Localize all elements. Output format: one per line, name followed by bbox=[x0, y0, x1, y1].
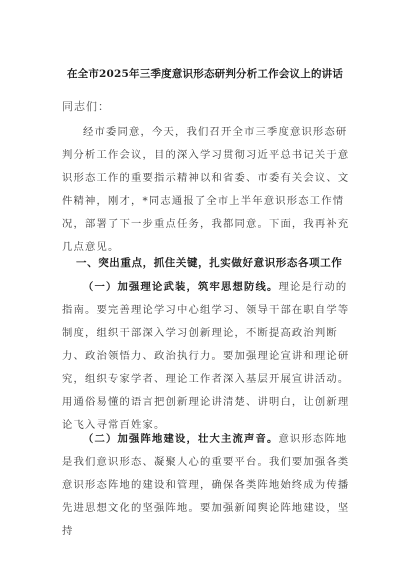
document-title: 在全市2025年三季度意识形态研判分析工作会议上的讲话 bbox=[66, 68, 344, 80]
subsection-1-heading: （一）加强理论武装，筑牢思想防线。 bbox=[83, 281, 279, 293]
intro-text: 经市委同意，今天，我们召开全市三季度意识形态研判分析工作会议，目的深入学习贯彻习近平总书记关于意识形态工作的重要指示精神以和省委、市委有关会议、文件精神，刚才，*同志通报了全市上半年意识形态工作情况，部署了下一步重点任务，我都同意。下面，我再补充几点意见。 bbox=[62, 126, 350, 253]
subsection-2-paragraph bbox=[62, 428, 358, 543]
subsection-1-paragraph bbox=[62, 276, 358, 437]
intro-paragraph bbox=[62, 121, 358, 259]
subsection-1-body: 理论是行动的指南。要完善理论学习中心组学习、领导干部在职自学等制度，组织干部深入学习创新理论，不断提高政治判断力、政治领悟力、政治执行力。要加强理论宣讲和理论研究，组织专家学者、理论工作者深入基层开展宣讲活动。用通俗易懂的语言把创新理论讲清楚、讲明白，让创新理论飞入寻常百姓家。 bbox=[62, 281, 350, 431]
subsection-2-body: 意识形态阵地是我们意识形态、凝聚人心的重要平台。我们要加强各类意识形态阵地的建设和管理，确保各类阵地始终成为传播先进思想文化的坚强阵地。要加强新闻舆论阵地建设，坚持 bbox=[62, 433, 350, 537]
subsection-2-heading: （二）加强阵地建设，壮大主流声音。 bbox=[83, 433, 279, 445]
section-heading-1: 一、突出重点，抓住关键，扎实做好意识形态各项工作 bbox=[76, 257, 343, 269]
salutation: 同志们： bbox=[62, 100, 110, 113]
